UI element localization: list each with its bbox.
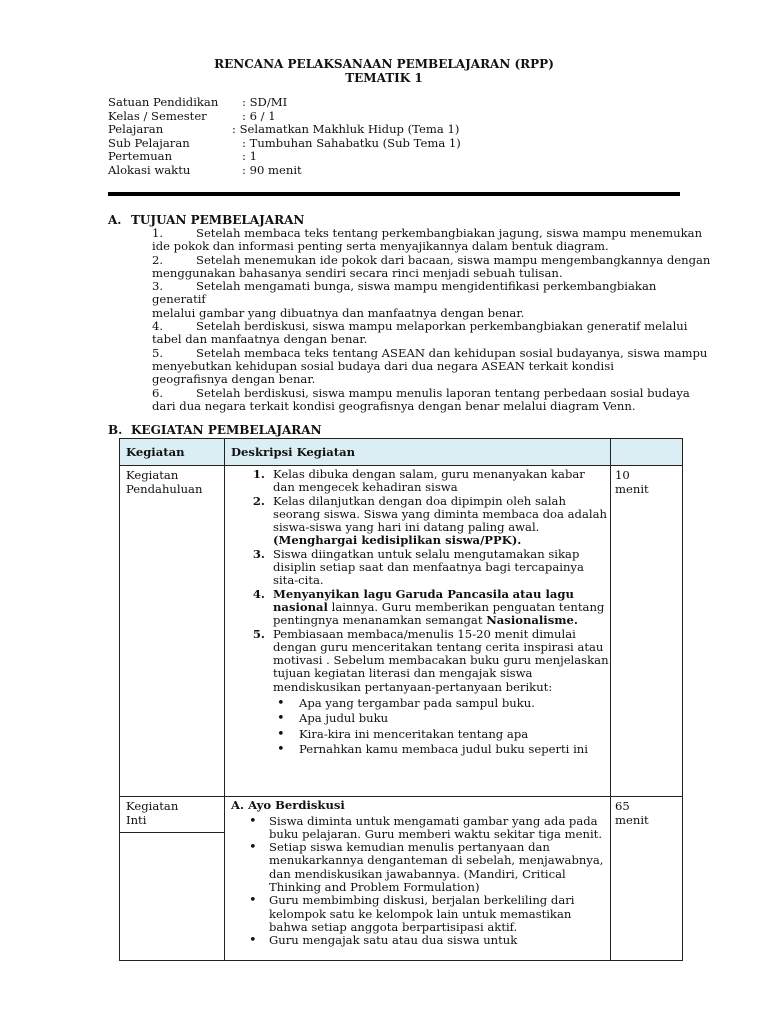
section-title: TUJUAN PEMBELAJARAN bbox=[131, 213, 305, 227]
list-item: • Guru membimbing diskusi, berjalan berkeliling dari kelompok satu ke kelompok lain untuk memastikan bahwa setiap anggota berpartisipasi aktif. bbox=[269, 894, 610, 934]
objective-number: 1. bbox=[152, 226, 164, 240]
objective-number: 2. bbox=[152, 252, 164, 267]
objectives-block bbox=[152, 227, 712, 413]
question-item: • Pernahkan kamu membaca judul buku seperti ini bbox=[295, 742, 610, 757]
identity-label: Satuan Pendidikan bbox=[108, 95, 219, 109]
activities-table bbox=[119, 438, 683, 961]
list-item: 3. Siswa diingatkan untuk selalu mengutamakan sikap disiplin setiap saat dan menfaatnya bagi tercapainya sita-cita. bbox=[269, 548, 610, 588]
identity-value: : Tumbuhan Sahabatku (Sub Tema 1) bbox=[242, 135, 461, 150]
identity-label: Alokasi waktu bbox=[108, 162, 191, 177]
section-title: KEGIATAN PEMBELAJARAN bbox=[131, 423, 322, 437]
objective-text-cont: menyebutkan kehidupan sosial budaya dari dua negara ASEAN terkait kondisi geografisnya dengan benar. bbox=[152, 358, 614, 387]
table-header-row bbox=[120, 439, 683, 466]
objective-text-cont: menggunakan bahasanya sendiri secara rinci menjadi sebuah tulisan. bbox=[152, 265, 563, 280]
list-item: • Guru mengajak satu atau dua siswa untuk bbox=[269, 934, 610, 947]
identity-label: Pelajaran bbox=[108, 122, 164, 136]
column-header: Kegiatan bbox=[126, 445, 185, 459]
inti-section-title: A. Ayo Berdiskusi bbox=[231, 798, 345, 812]
list-item: • Siswa diminta untuk mengamati gambar yang ada pada buku pelajaran. Guru memberi waktu sekitar tiga menit. bbox=[269, 815, 610, 842]
list-item: 4. Menyanyikan lagu Garuda Pancasila atau lagu nasional lainnya. Guru memberikan penguatan tentang pentingnya menanamkan semangat Nasionalisme. bbox=[269, 588, 610, 628]
identity-label: Sub Pelajaran bbox=[108, 135, 190, 150]
objective-text: Setelah membaca teks tentang ASEAN dan kehidupan sosial budayanya, siswa mampu bbox=[196, 345, 708, 360]
discussion-questions bbox=[273, 696, 610, 757]
section-a-heading bbox=[108, 213, 304, 227]
column-header: Deskripsi Kegiatan bbox=[231, 445, 356, 459]
objective-text: Setelah berdiskusi, siswa mampu menulis laporan tentang perbedaan sosial budaya bbox=[196, 385, 690, 400]
identity-value: : 90 menit bbox=[242, 162, 302, 177]
objective-number: 5. bbox=[152, 345, 164, 360]
identity-value: : Selamatkan Makhluk Hidup (Tema 1) bbox=[232, 122, 460, 136]
question-item: • Apa judul buku bbox=[295, 711, 610, 726]
column-header bbox=[611, 439, 682, 445]
list-item: 5. Pembiasaan membaca/menulis 15-20 menit dimulai dengan guru menceritakan tentang cerita inspirasi atau motivasi . Sebelum membacakan buku guru menjelaskan tujuan kegiatan literasi dan mengajak siswa mendiskusikan pertanyaan-pertanyaan berikut: • Apa yang tergambar pada sampul buku. • Apa judul buku • Kira-kira ini menceritakan tentang apa • Pernahkan kamu membaca judul buku seperti ini bbox=[269, 628, 610, 758]
identity-value: : SD/MI bbox=[242, 95, 288, 109]
objective-text: Setelah berdiskusi, siswa mampu melaporkan perkembangbiakan generatif melalui bbox=[196, 319, 688, 334]
list-item: • Setiap siswa kemudian menulis pertanyaan dan menukarkannya denganteman di sebelah, menjawabnya, dan mendiskusikan jawabannya. (Mandiri, Critical Thinking and Problem Formulation) bbox=[269, 841, 610, 894]
objective-text-cont: melalui gambar yang dibuatnya dan manfaatnya dengan benar. bbox=[152, 305, 525, 320]
identity-value: : 6 / 1 bbox=[242, 108, 276, 123]
objective-text: Setelah mengamati bunga, siswa mampu mengidentifikasi perkembangbiakan generatif bbox=[152, 279, 657, 307]
identity-label: Kelas / Semester bbox=[108, 108, 207, 123]
objective-text: Setelah menemukan ide pokok dari bacaan, siswa mampu mengembangkannya dengan bbox=[196, 252, 711, 267]
objective-text: Setelah membaca teks tentang perkembangbiakan jagung, siswa mampu menemukan bbox=[196, 226, 703, 240]
section-letter: A. bbox=[108, 213, 122, 227]
question-item: • Kira-kira ini menceritakan tentang apa bbox=[295, 727, 610, 742]
identity-label: Pertemuan bbox=[108, 149, 173, 163]
pendahuluan-steps bbox=[225, 468, 610, 757]
objective-text-cont: tabel dan manfaatnya dengan benar. bbox=[152, 332, 368, 347]
empty-cell bbox=[120, 833, 225, 961]
identity-value: : 1 bbox=[242, 149, 257, 163]
question-item: • Apa yang tergambar pada sampul buku. bbox=[295, 696, 610, 711]
inti-steps bbox=[225, 815, 610, 948]
duration-label: 10 menit bbox=[615, 468, 649, 496]
duration-label: 65 menit bbox=[615, 799, 649, 827]
list-item: 2. Kelas dilanjutkan dengan doa dipimpin oleh salah seorang siswa. Siswa yang diminta membaca doa adalah siswa-siswa yang hari ini datang paling awal. (Menghargai kedisiplikan siswa/PPK). bbox=[269, 495, 610, 548]
objective-text-cont: ide pokok dan informasi penting serta menyajikannya dalam bentuk diagram. bbox=[152, 239, 609, 254]
activity-label: Kegiatan Inti bbox=[126, 799, 179, 827]
divider-rule bbox=[108, 192, 680, 196]
objective-number: 6. bbox=[152, 385, 164, 400]
objective-text-cont: dari dua negara terkait kondisi geografisnya dengan benar melalui diagram Venn. bbox=[152, 398, 636, 413]
objective-number: 3. bbox=[152, 279, 164, 294]
list-item: 1. Kelas dibuka dengan salam, guru menanyakan kabar dan mengecek kehadiran siswa bbox=[269, 468, 610, 495]
table-row-pendahuluan bbox=[120, 466, 683, 797]
section-b-heading bbox=[108, 423, 322, 437]
objective-number: 4. bbox=[152, 319, 164, 334]
section-letter: B. bbox=[108, 423, 123, 437]
activity-label: Kegiatan Pendahuluan bbox=[126, 468, 203, 496]
document-subtitle: TEMATIK 1 bbox=[345, 71, 423, 85]
document-title: RENCANA PELAKSANAAN PEMBELAJARAN (RPP) bbox=[214, 57, 554, 71]
table-row-inti bbox=[120, 797, 683, 833]
